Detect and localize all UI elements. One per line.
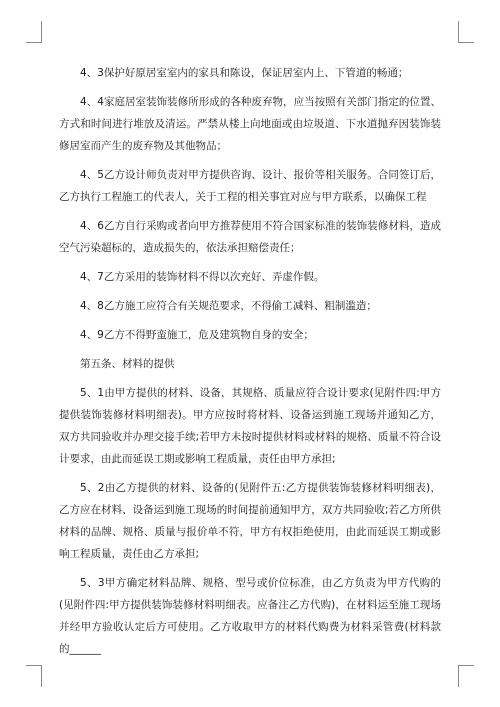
paragraph-4-7: 4、7乙方采用的装饰材料不得以次充好、弄虚作假。 [80, 271, 325, 283]
paragraph-5-3: 5、3甲方确定材料品牌、规格、型号或价位标准，由乙方负责为甲方代购的(见附件四:甲方提供装饰装修材料明细表。应备注乙方代购)，在材料运至施工现场并经甲方验收认定后方可使用。乙方收取甲方的材料代购费为材料采管费(材料款的______ [59, 577, 441, 655]
paragraph-4-4: 4、4家庭居室装饰装修所形成的各种废弃物，应当按照有关部门指定的位置、方式和时间进行堆放及清运。严禁从楼上向地面或由垃圾道、下水道抛弃因装饰装修居室而产生的废弃物及其他物品； [59, 96, 441, 152]
paragraph-5-1: 5、1由甲方提供的材料、设备，其规格、质量应符合设计要求(见附件四:甲方提供装饰装修材料明细表)。甲方应按时将材料、设备运到施工现场并通知乙方，双方共同验收并办理交接手续;若甲方未按时提供材料或材料的规格、质量不符合设计要求，由此而延误工期或影响工程质量，责任由甲方承担; [59, 387, 441, 465]
section-heading-article-5: 第五条、材料的提供 [80, 358, 175, 370]
paragraph-4-6: 4、6乙方自行采购或者向甲方推荐使用不符合国家标准的装饰装修材料，造成空气污染超标的，造成损失的，依法承担赔偿责任； [59, 220, 441, 254]
crop-mark-bottom-right [458, 665, 474, 687]
document-body [59, 62, 441, 667]
paragraph-4-9: 4、9乙方不得野蛮施工，危及建筑物自身的安全； [80, 329, 314, 341]
crop-mark-top-left [26, 21, 42, 43]
crop-mark-bottom-left [26, 665, 42, 687]
paragraph-5-2: 5、2由乙方提供的材料、设备的(见附件五:乙方提供装饰装修材料明细表)，乙方应在材料、设备运到施工现场的时间提前通知甲方，双方共同验收;若乙方所供材料的品牌、规格、质量与报价单不符，甲方有权拒绝使用，由此而延误工期或影响工程质量，责任由乙方承担; [59, 482, 441, 560]
paragraph-4-3: 4、3保护好原居室室内的家具和陈设，保证居室内上、下管道的畅通； [80, 67, 409, 79]
crop-mark-top-right [458, 21, 474, 43]
paragraph-4-5: 4、5乙方设计师负责对甲方提供咨询、设计、报价等相关服务。合同签订后，乙方执行工程施工的代表人，关于工程的相关事宜对应与甲方联系，以确保工程 [59, 169, 441, 203]
paragraph-4-8: 4、8乙方施工应符合有关规范要求，不得偷工减料、粗制滥造； [80, 300, 377, 312]
